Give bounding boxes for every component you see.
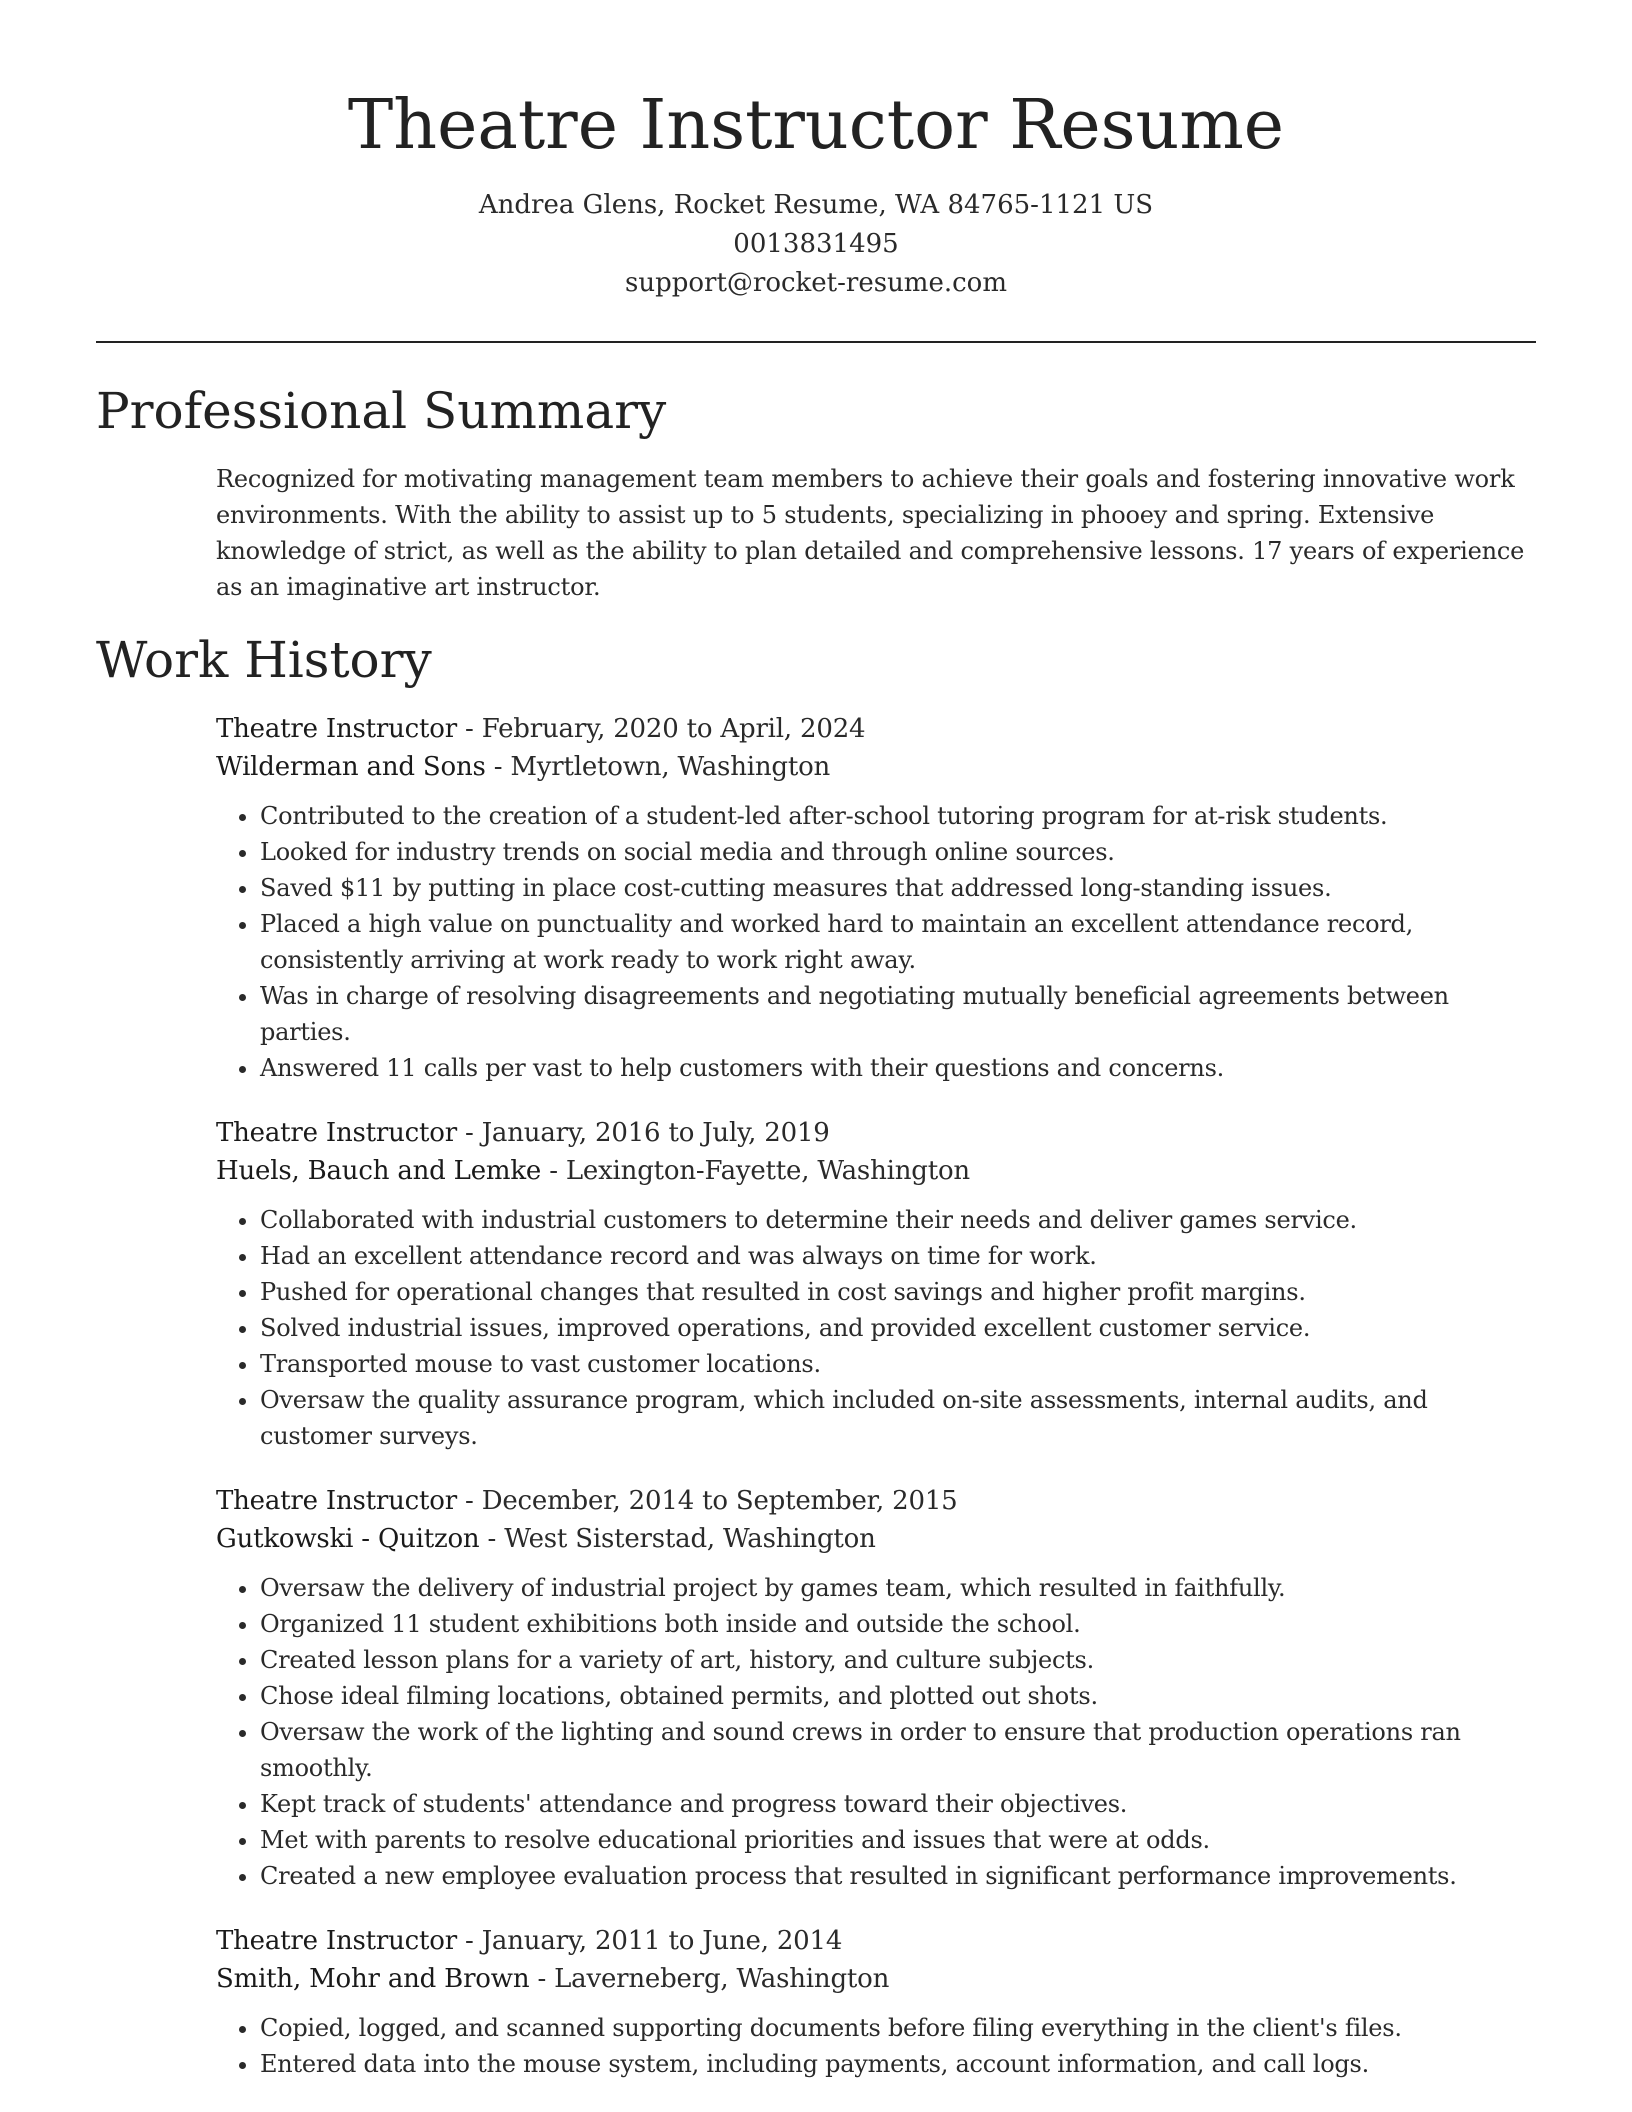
- job-bullet: • Chose ideal filming locations, obtained permits, and plotted out shots.: [260, 1678, 1540, 1714]
- job-title: Theatre Instructor: [216, 1926, 457, 1956]
- job-employer: Smith, Mohr and Brown: [216, 1964, 530, 1994]
- job-dates: February, 2020 to April, 2024: [481, 714, 866, 744]
- job-entry: [216, 710, 1540, 1086]
- job-bullet: • Organized 11 student exhibitions both inside and outside the school.: [260, 1606, 1540, 1642]
- resume-header: [0, 0, 1632, 303]
- job-employer: Huels, Bauch and Lemke: [216, 1156, 542, 1186]
- job-location: Laverneberg, Washington: [554, 1964, 890, 1994]
- job-bullet-list: [216, 1570, 1540, 1894]
- work-history-heading: Work History: [96, 631, 432, 689]
- job-bullet: • Met with parents to resolve educational priorities and issues that were at odds.: [260, 1822, 1540, 1858]
- job-bullet: • Had an excellent attendance record and was always on time for work.: [260, 1238, 1540, 1274]
- job-bullet: • Oversaw the quality assurance program, which included on-site assessments, internal audits, and customer surveys.: [260, 1382, 1540, 1454]
- job-bullet: • Created a new employee evaluation process that resulted in significant performance improvements.: [260, 1858, 1540, 1894]
- job-bullet-list: [216, 2010, 1540, 2082]
- job-bullet: • Kept track of students' attendance and progress toward their objectives.: [260, 1786, 1540, 1822]
- work-history-list: [216, 710, 1540, 2110]
- job-employer-line: Huels, Bauch and Lemke - Lexington-Fayette, Washington: [216, 1156, 970, 1186]
- job-entry: [216, 1922, 1540, 2082]
- job-title-line: Theatre Instructor - December, 2014 to September, 2015: [216, 1486, 958, 1516]
- job-employer: Wilderman and Sons: [216, 752, 486, 782]
- job-dates: January, 2016 to July, 2019: [481, 1118, 830, 1148]
- job-bullet: • Was in charge of resolving disagreements and negotiating mutually beneficial agreements between parties.: [260, 978, 1540, 1050]
- job-employer-line: Smith, Mohr and Brown - Laverneberg, Washington: [216, 1964, 890, 1994]
- job-bullet-list: [216, 798, 1540, 1086]
- job-bullet: • Placed a high value on punctuality and worked hard to maintain an excellent attendance record, consistently arriving at work ready to work right away.: [260, 906, 1540, 978]
- job-bullet: • Oversaw the delivery of industrial project by games team, which resulted in faithfully.: [260, 1570, 1540, 1606]
- job-title-line: Theatre Instructor - January, 2016 to July, 2019: [216, 1118, 830, 1148]
- contact-email: support@rocket-resume.com: [624, 268, 1007, 298]
- job-bullet: • Contributed to the creation of a student-led after-school tutoring program for at-risk students.: [260, 798, 1540, 834]
- job-location: West Sisterstad, Washington: [504, 1524, 876, 1554]
- job-employer-line: Gutkowski - Quitzon - West Sisterstad, Washington: [216, 1524, 876, 1554]
- job-bullet: • Entered data into the mouse system, including payments, account information, and call logs.: [260, 2046, 1540, 2082]
- job-location: Myrtletown, Washington: [510, 752, 831, 782]
- job-bullet: • Transported mouse to vast customer locations.: [260, 1346, 1540, 1382]
- job-employer: Gutkowski - Quitzon: [216, 1524, 480, 1554]
- job-bullet-list: [216, 1202, 1540, 1454]
- job-title-line: Theatre Instructor - February, 2020 to April, 2024: [216, 714, 866, 744]
- contact-phone: 0013831495: [733, 229, 899, 259]
- job-bullet: • Answered 11 calls per vast to help customers with their questions and concerns.: [260, 1050, 1540, 1086]
- job-dates: December, 2014 to September, 2015: [481, 1486, 958, 1516]
- job-bullet: • Oversaw the work of the lighting and sound crews in order to ensure that production operations ran smoothly.: [260, 1714, 1540, 1786]
- job-title-line: Theatre Instructor - January, 2011 to June, 2014: [216, 1926, 843, 1956]
- job-bullet: • Saved $11 by putting in place cost-cutting measures that addressed long-standing issues.: [260, 870, 1540, 906]
- summary-section: [216, 461, 1536, 605]
- contact-block: [0, 186, 1632, 303]
- contact-address: Andrea Glens, Rocket Resume, WA 84765-1121 US: [478, 190, 1154, 220]
- job-entry: [216, 1482, 1540, 1894]
- job-bullet: • Copied, logged, and scanned supporting documents before filing everything in the client's files.: [260, 2010, 1540, 2046]
- job-location: Lexington-Fayette, Washington: [565, 1156, 970, 1186]
- job-title: Theatre Instructor: [216, 714, 457, 744]
- summary-text: Recognized for motivating management team members to achieve their goals and fostering innovative work environments. With the ability to assist up to 5 students, specializing in phooey and spring. Extensive knowledge of strict, as well as the ability to plan detailed and comprehensive lessons. 17 years of experience as an imaginative art instructor.: [216, 465, 1525, 601]
- job-title: Theatre Instructor: [216, 1486, 457, 1516]
- resume-title: Theatre Instructor Resume: [347, 86, 1285, 165]
- job-title: Theatre Instructor: [216, 1118, 457, 1148]
- summary-heading: Professional Summary: [96, 382, 667, 440]
- job-bullet: • Solved industrial issues, improved operations, and provided excellent customer service.: [260, 1310, 1540, 1346]
- job-bullet: • Pushed for operational changes that resulted in cost savings and higher profit margins.: [260, 1274, 1540, 1310]
- header-divider: [96, 341, 1536, 343]
- job-bullet: • Looked for industry trends on social media and through online sources.: [260, 834, 1540, 870]
- job-bullet: • Created lesson plans for a variety of art, history, and culture subjects.: [260, 1642, 1540, 1678]
- job-bullet: • Collaborated with industrial customers to determine their needs and deliver games service.: [260, 1202, 1540, 1238]
- job-employer-line: Wilderman and Sons - Myrtletown, Washington: [216, 752, 831, 782]
- job-dates: January, 2011 to June, 2014: [481, 1926, 843, 1956]
- job-entry: [216, 1114, 1540, 1454]
